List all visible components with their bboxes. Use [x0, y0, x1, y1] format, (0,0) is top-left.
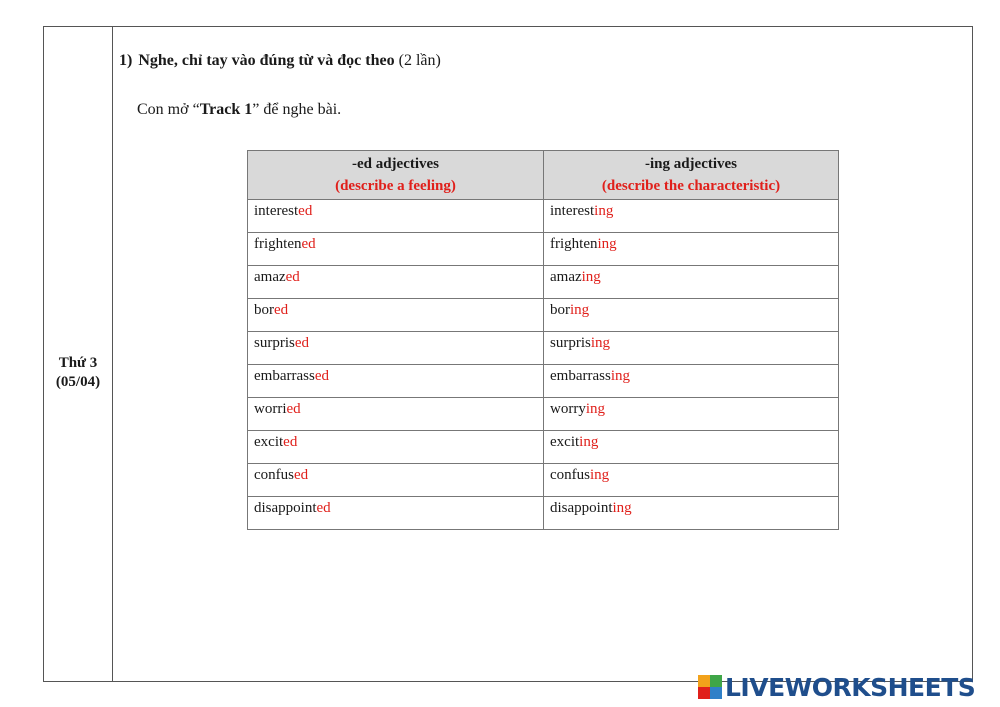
track-name: Track 1 [199, 101, 253, 118]
ing-adjective-cell: confusing [544, 464, 839, 497]
track-line: Con mở “Track 1” để nghe bài. [137, 101, 342, 118]
liveworksheets-logo [698, 672, 975, 702]
instruction-repeat: (2 lần) [398, 52, 441, 69]
day-name: Thứ 3 [58, 355, 98, 371]
header-ing: -ing adjectives (describe the characteristic) [544, 151, 839, 200]
ing-adjective-cell: amazing [544, 266, 839, 299]
ed-adjective-cell: bored [248, 299, 544, 332]
ing-adjective-cell: worrying [544, 398, 839, 431]
ing-adjective-cell: interesting [544, 200, 839, 233]
day-label [44, 354, 112, 392]
ing-adjective-cell: exciting [544, 431, 839, 464]
ing-adjective-cell: disappointing [544, 497, 839, 530]
ed-adjective-cell: amazed [248, 266, 544, 299]
instruction [119, 52, 441, 70]
day-date: (05/04) [55, 374, 101, 390]
table-row [248, 398, 839, 431]
ing-adjective-cell: surprising [544, 332, 839, 365]
ed-adjective-cell: disappointed [248, 497, 544, 530]
ing-adjective-cell: embarrassing [544, 365, 839, 398]
ed-adjective-cell: embarrassed [248, 365, 544, 398]
table-row [248, 266, 839, 299]
adjectives-table [247, 150, 839, 530]
logo-text: LIVEWORKSHEETS [725, 672, 976, 702]
ed-adjective-cell: worried [248, 398, 544, 431]
column-divider [112, 26, 113, 682]
table-row [248, 365, 839, 398]
table-row [248, 233, 839, 266]
table-row [248, 464, 839, 497]
ing-adjective-cell: frightening [544, 233, 839, 266]
instruction-text: Nghe, chỉ tay vào đúng từ và đọc theo [138, 52, 395, 69]
table-row [248, 332, 839, 365]
ed-adjective-cell: interested [248, 200, 544, 233]
header-ed: -ed adjectives (describe a feeling) [248, 151, 544, 200]
ed-adjective-cell: frightened [248, 233, 544, 266]
ing-adjective-cell: boring [544, 299, 839, 332]
table-row [248, 497, 839, 530]
instruction-number: 1) [119, 52, 133, 69]
table-row [248, 200, 839, 233]
ed-adjective-cell: confused [248, 464, 544, 497]
ed-adjective-cell: surprised [248, 332, 544, 365]
ed-adjective-cell: excited [248, 431, 544, 464]
liveworksheets-logo-icon [698, 675, 722, 699]
table-row [248, 299, 839, 332]
table-row [248, 431, 839, 464]
